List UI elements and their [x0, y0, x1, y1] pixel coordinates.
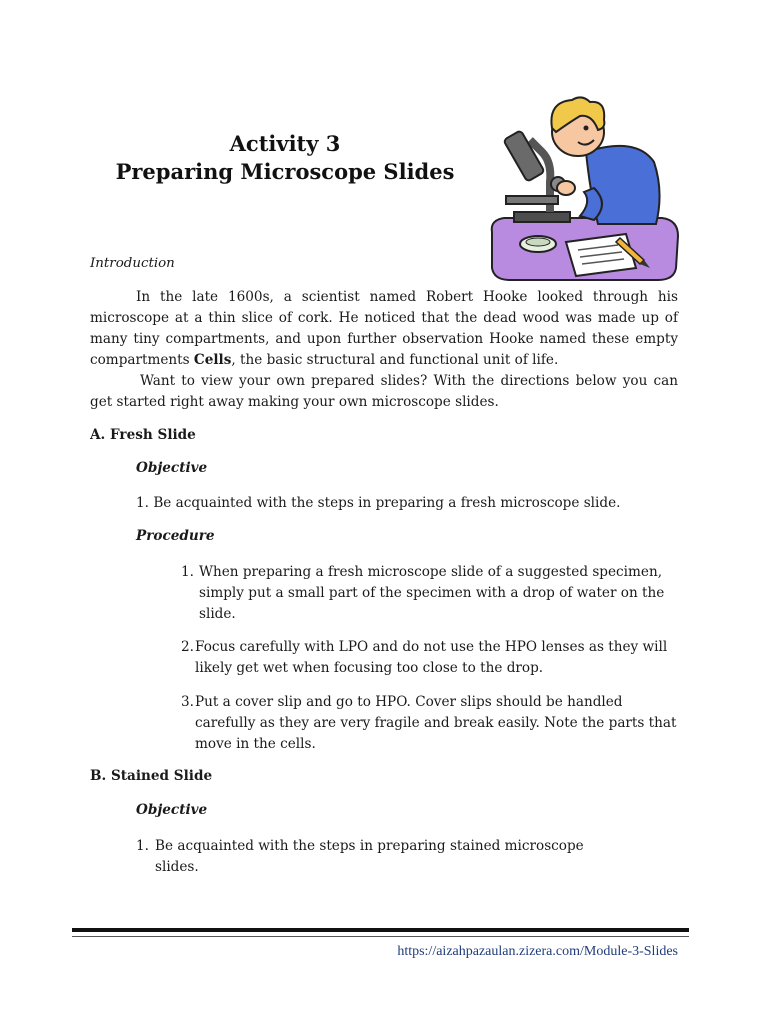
- paragraph-1-text-start: In the late 1600s, a scientist named Robert Hooke looked through his microscope at a thin slice of cork. He noticed that the dead wood was made up of many tiny compartments, and upon further observation Hooke named these empty compartments: [90, 289, 678, 368]
- paragraph-1-text-end: , the basic structural and functional unit of life.: [231, 352, 559, 368]
- list-number: 1.: [136, 495, 149, 511]
- boy-with-microscope-icon: [486, 92, 682, 282]
- procedure-item-2: [181, 637, 681, 679]
- section-b-objective-item-1: [136, 836, 626, 878]
- objective-text: Be acquainted with the steps in preparing stained microscope slides.: [155, 838, 584, 875]
- footer-rule-thin: [72, 936, 689, 937]
- objective-text: Be acquainted with the steps in preparing a fresh microscope slide.: [153, 495, 621, 511]
- section-b-objective-label: Objective: [136, 802, 208, 818]
- introduction-label: Introduction: [90, 256, 175, 271]
- introduction-paragraph-2: Want to view your own prepared slides? With the directions below you can get started right away making your own microscope slides.: [90, 373, 678, 410]
- section-a-procedure-label: Procedure: [136, 528, 215, 544]
- page-title: [90, 130, 480, 186]
- section-a-heading: A. Fresh Slide: [90, 427, 196, 443]
- title-line-2: Preparing Microscope Slides: [115, 159, 455, 184]
- list-number: 2.: [181, 639, 194, 655]
- section-a-objective-item-1: [136, 493, 676, 514]
- list-number: 3.: [181, 694, 194, 710]
- list-number: 1.: [136, 838, 149, 854]
- footer-url[interactable]: https://aizahpazaulan.zizera.com/Module-3-Slides: [397, 944, 678, 959]
- introduction-paragraph-1: [90, 287, 678, 371]
- title-line-1: Activity 3: [229, 131, 341, 156]
- list-number: 1.: [181, 564, 194, 580]
- footer-rule: [72, 928, 689, 932]
- procedure-text: When preparing a fresh microscope slide of a suggested specimen, simply put a small part of the specimen with a drop of water on the slide.: [199, 564, 665, 622]
- section-b-heading: B. Stained Slide: [90, 768, 213, 784]
- section-a-objective-label: Objective: [136, 460, 208, 476]
- cells-term: Cells: [193, 352, 232, 368]
- procedure-item-3: [181, 692, 681, 755]
- procedure-item-1: [181, 562, 671, 625]
- procedure-text: Put a cover slip and go to HPO. Cover slips should be handled carefully as they are very fragile and break easily. Note the parts that move in the cells.: [195, 694, 677, 752]
- procedure-text: Focus carefully with LPO and do not use the HPO lenses as they will likely get wet when focusing too close to the drop.: [195, 639, 668, 676]
